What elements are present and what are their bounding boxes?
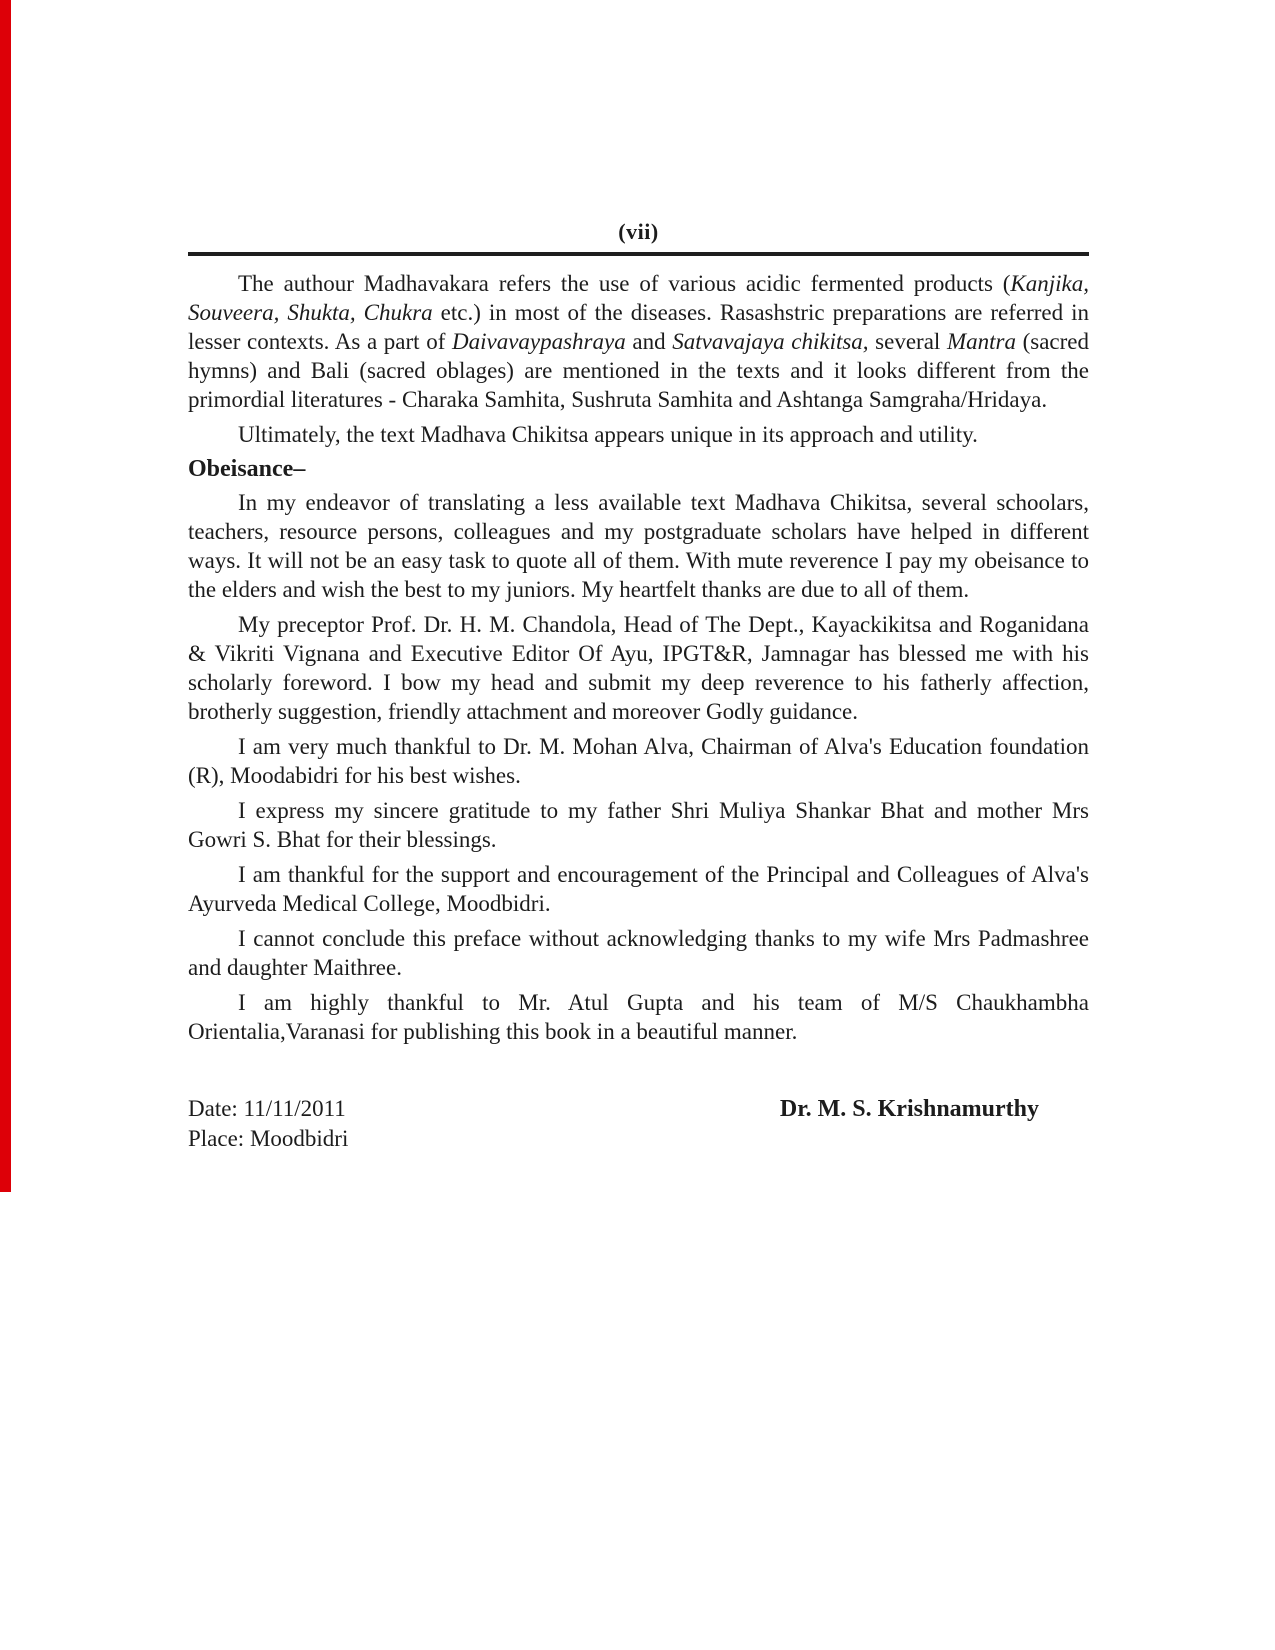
- paragraph-preceptor: My preceptor Prof. Dr. H. M. Chandola, Head of The Dept., Kayackikitsa and Roganidana & Vikriti Vignana and Executive Editor Of Ayu, IPGT&R, Jamnagar has blessed me with his scholarly foreword. I bow my head and submit my deep reverence to his fatherly affection, brotherly suggestion, friendly attachment and moreover Godly guidance.: [188, 612, 1089, 724]
- paragraph-publisher: I am highly thankful to Mr. Atul Gupta and his team of M/S Chaukhambha Orientalia,Varanasi for publishing this book in a beautiful manner.: [188, 990, 1089, 1044]
- signature-block: [188, 1094, 1089, 1154]
- paragraph-family: I cannot conclude this preface without acknowledging thanks to my wife Mrs Padmashree and daughter Maithree.: [188, 926, 1089, 980]
- paragraph-ultimately: Ultimately, the text Madhava Chikitsa appears unique in its approach and utility.: [238, 422, 978, 447]
- place-line: Place: Moodbidri: [188, 1126, 349, 1151]
- author-name: Dr. M. S. Krishnamurthy: [779, 1096, 1039, 1122]
- paragraph-parents: I express my sincere gratitude to my father Shri Muliya Shankar Bhat and mother Mrs Gowri S. Bhat for their blessings.: [188, 798, 1089, 852]
- paragraph-alva-thanks: I am very much thankful to Dr. M. Mohan Alva, Chairman of Alva's Education foundation (R), Moodabidri for his best wishes.: [188, 734, 1089, 788]
- date-place-block: [188, 1094, 348, 1154]
- paragraph-endeavor: In my endeavor of translating a less available text Madhava Chikitsa, several schoolars, teachers, resource persons, colleagues and my postgraduate scholars have helped in different ways. It will not be an easy task to quote all of them. With mute reverence I pay my obeisance to the elders and wish the best to my juniors. My heartfelt thanks are due to all of them.: [188, 490, 1089, 602]
- date-line: Date: 11/11/2011: [188, 1096, 346, 1121]
- header-rule: [188, 252, 1089, 256]
- paragraph-college: I am thankful for the support and encouragement of the Principal and Colleagues of Alva's Ayurveda Medical College, Moodbidri.: [188, 862, 1089, 916]
- page-number: (vii): [618, 219, 659, 244]
- preface-body: [188, 0, 1089, 1154]
- paragraph-intro: The authour Madhavakara refers the use of various acidic fermented products (Kanjika, Souveera, Shukta, Chukra etc.) in most of the diseases. Rasashstric preparations are referred in lesser contexts. As a part of Daivavaypashraya and Satvavajaya chikitsa, several Mantra (sacred hymns) and Bali (sacred oblages) are mentioned in the texts and it looks different from the primordial literatures - Charaka Samhita, Sushruta Samhita and Ashtanga Samgraha/Hridaya.: [188, 271, 1089, 412]
- section-heading-obeisance: Obeisance–: [188, 456, 306, 482]
- scan-edge-artifact: [0, 0, 11, 1192]
